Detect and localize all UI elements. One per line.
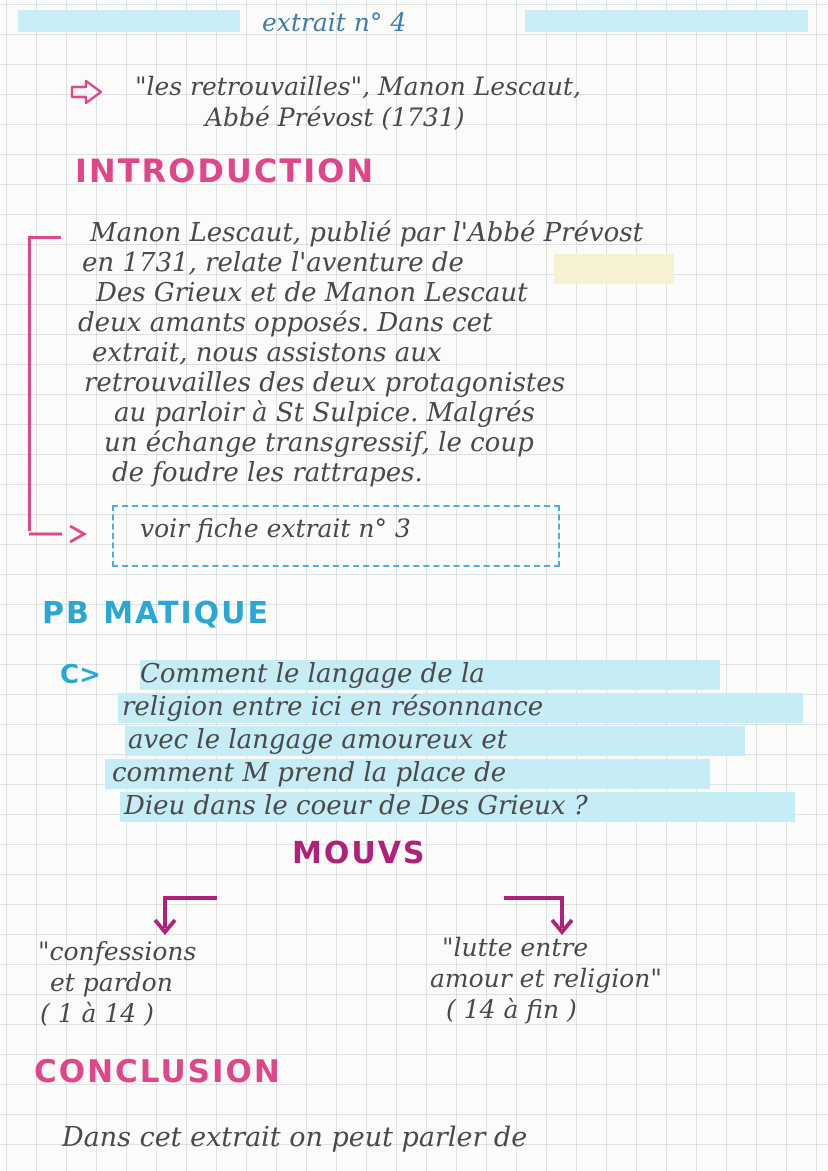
- intro-line: Des Grieux et de Manon Lescaut: [96, 278, 528, 308]
- intro-line: au parloir à St Sulpice. Malgrés: [114, 398, 535, 428]
- problematique-arrow: C>: [60, 660, 101, 690]
- introduction-heading: INTRODUCTION: [75, 152, 376, 190]
- title-highlight-left: [18, 10, 240, 32]
- pink-bracket: [28, 236, 61, 531]
- problematique-line: religion entre ici en résonnance: [122, 692, 544, 722]
- conclusion-heading: CONCLUSION: [34, 1054, 282, 1090]
- movement-right-line: amour et religion": [430, 964, 662, 993]
- problematique-line: Dieu dans le coeur de Des Grieux ?: [124, 791, 588, 821]
- reference-text: voir fiche extrait n° 3: [140, 514, 411, 543]
- page-title: extrait n° 4: [262, 8, 407, 37]
- movement-left-range: ( 1 à 14 ): [40, 999, 154, 1028]
- movement-right-range: ( 14 à fin ): [446, 995, 577, 1024]
- pink-arrow-icon: [28, 522, 88, 550]
- source-author: Abbé Prévost (1731): [205, 103, 465, 132]
- movement-right-line: "lutte entre: [442, 933, 589, 962]
- problematique-line: avec le langage amoureux et: [128, 725, 508, 755]
- source-work-title: "les retrouvailles", Manon Lescaut,: [135, 72, 581, 101]
- intro-line: Manon Lescaut, publié par l'Abbé Prévost: [90, 218, 644, 248]
- conclusion-text: Dans cet extrait on peut parler de: [62, 1122, 528, 1153]
- left-branch-arrow-icon: [145, 888, 225, 942]
- mouvements-heading: MOUVS: [292, 836, 427, 871]
- intro-line: extrait, nous assistons aux: [92, 338, 442, 368]
- intro-line: de foudre les rattrapes.: [112, 458, 423, 488]
- problematique-heading: PB MATIQUE: [42, 596, 271, 631]
- problematique-line: comment M prend la place de: [112, 758, 507, 788]
- problematique-line: Comment le langage de la: [140, 659, 485, 689]
- movement-left: [38, 936, 196, 1029]
- introduction-text: [78, 218, 644, 488]
- problematique-text: [112, 658, 588, 823]
- intro-line: en 1731, relate l'aventure de: [82, 248, 464, 278]
- intro-line: un échange transgressif, le coup: [104, 428, 534, 458]
- outline-arrow-icon: [70, 79, 104, 109]
- movement-left-line: et pardon: [50, 968, 173, 997]
- title-highlight-right: [525, 10, 808, 32]
- movement-left-line: "confessions: [38, 937, 197, 966]
- movement-right: [430, 932, 662, 1025]
- intro-line: retrouvailles des deux protagonistes: [84, 368, 566, 398]
- intro-line: deux amants opposés. Dans cet: [78, 308, 493, 338]
